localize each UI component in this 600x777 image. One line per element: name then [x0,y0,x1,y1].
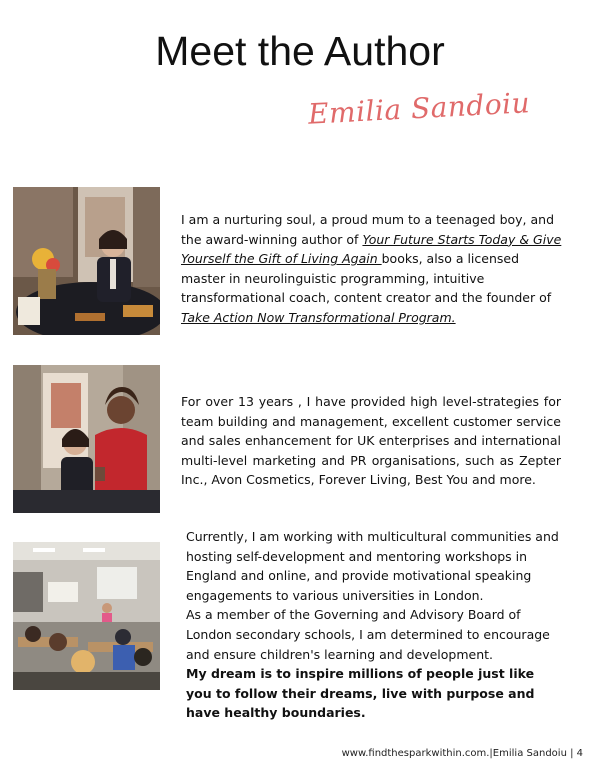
current-work-paragraph: Currently, I am working with multicultural communities and hosting self-development and mentoring workshops in England and online, and provide motivational speaking engagements to various universities in London. [186,529,559,603]
page-title: Meet the Author [155,28,445,74]
experience-text: For over 13 years , I have provided high level-strategies for team building and management, excellent customer service and sales enhancement for UK enterprises and international multi-level marketing and PR organisations, such as Zepter Inc., Avon Cosmetics, Forever Living, Best You and more. [181,394,561,488]
program-link[interactable]: Take Action Now Transformational Program. [181,309,456,325]
books-link[interactable]: Your Future Starts Today & Give Yourself the Gift of Living Again [181,231,562,267]
dream-statement: My dream is to inspire millions of people just like you to follow their dreams, live with purpose and have healthy boundaries. [186,666,535,721]
author-with-guest-photo [13,365,160,513]
workshop-classroom-photo [13,542,160,690]
page-footer: www.findthesparkwithin.com.|Emilia Sandoiu | 4 [341,748,583,759]
intro-text-part: I am a nurturing soul, a proud mum to a teenaged boy, and the award-winning author of [181,212,555,247]
author-intro-text [181,210,566,328]
author-at-book-signing-photo [13,187,160,335]
board-member-paragraph: As a member of the Governing and Advisory Board of London secondary schools, I am determined to encourage and ensure children's learning and development. [186,607,550,662]
author-signature: Emilia Sandoiu [307,86,531,131]
intro-text-part: books, also a licensed master in neurolinguistic programming, intuitive transformational coach, content creator and the founder of [181,251,552,306]
current-work-text [186,527,562,723]
